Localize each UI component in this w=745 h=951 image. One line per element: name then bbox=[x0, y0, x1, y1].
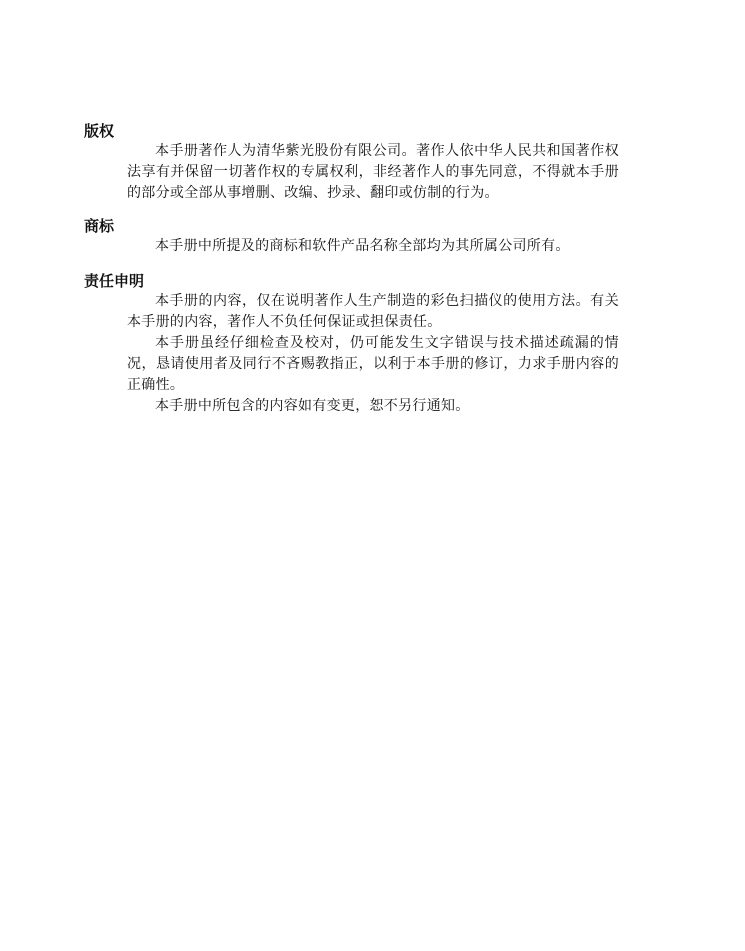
copyright-section bbox=[84, 121, 624, 204]
copyright-heading: 版权 bbox=[84, 122, 115, 140]
disclaimer-body bbox=[127, 291, 619, 417]
disclaimer-paragraph: 本手册虽经仔细检查及校对，仍可能发生文字错误与技术描述疏漏的情况，恳请使用者及同行不吝赐教指正，以利于本手册的修订，力求手册内容的正确性。 bbox=[127, 335, 619, 393]
trademark-paragraph: 本手册中所提及的商标和软件产品名称全部均为其所属公司所有。 bbox=[155, 238, 570, 254]
disclaimer-paragraph: 本手册的内容，仅在说明著作人生产制造的彩色扫描仪的使用方法。有关本手册的内容，著作人不负任何保证或担保责任。 bbox=[127, 293, 619, 330]
trademark-heading: 商标 bbox=[84, 217, 115, 235]
trademark-section bbox=[84, 216, 624, 257]
copyright-body bbox=[127, 141, 619, 204]
disclaimer-paragraph: 本手册中所包含的内容如有变更，恕不另行通知。 bbox=[155, 398, 470, 414]
copyright-paragraph: 本手册著作人为清华紫光股份有限公司。著作人依中华人民共和国著作权法享有并保留一切著作权的专属权利，非经著作人的事先同意，不得就本手册的部分或全部从事增删、改编、抄录、翻印或仿制的行为。 bbox=[127, 143, 619, 201]
trademark-body bbox=[127, 236, 619, 257]
disclaimer-heading: 责任申明 bbox=[84, 272, 145, 290]
disclaimer-section bbox=[84, 271, 624, 417]
